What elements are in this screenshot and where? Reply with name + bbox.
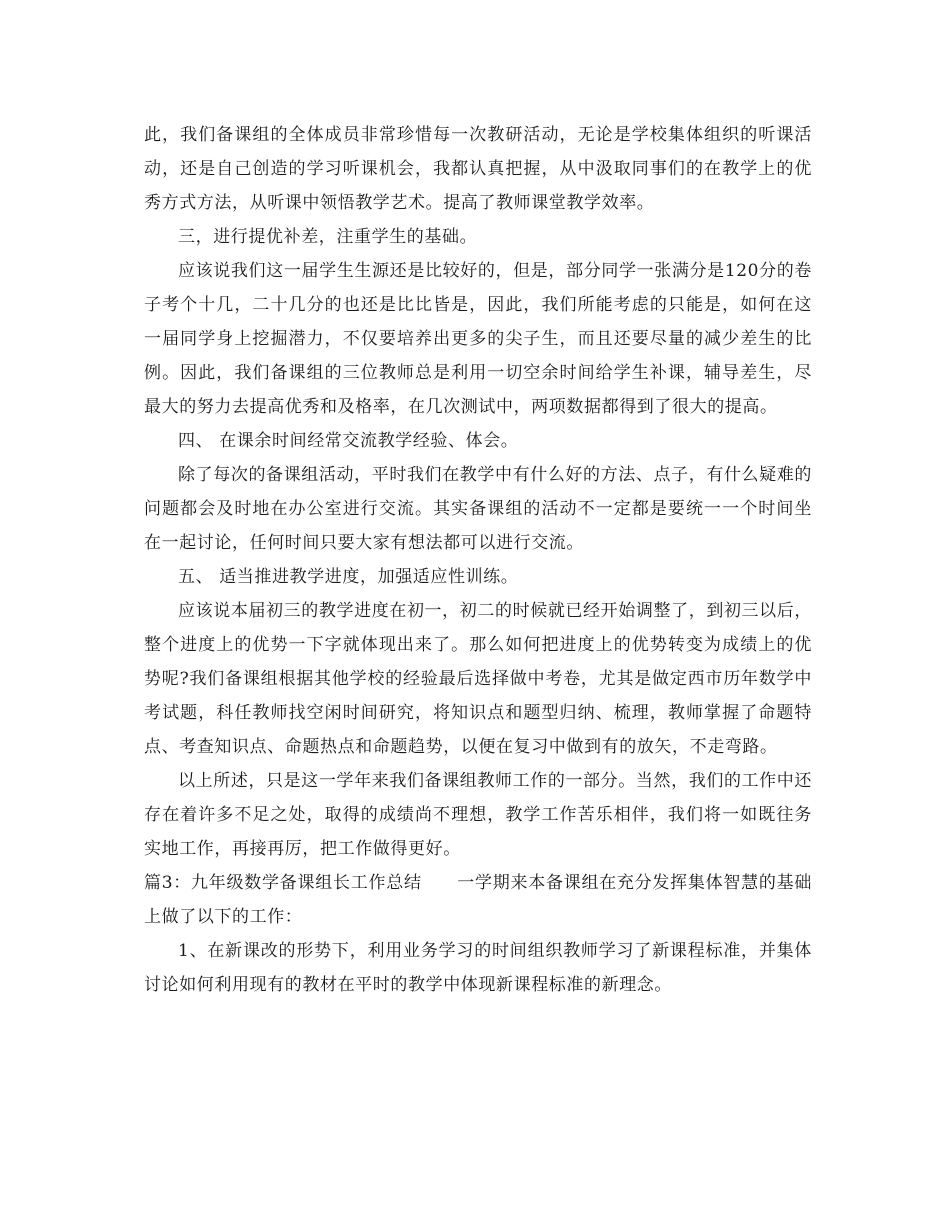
paragraph: 此，我们备课组的全体成员非常珍惜每一次教研活动，无论是学校集体组织的听课活动，还是自己创造的学习听课机会，我都认真把握，从中汲取同事们的在教学上的优秀方式方法，从听课中领悟教学艺术。提高了教师课堂教学效率。 [144,125,812,213]
paragraph: 应该说本届初三的教学进度在初一，初二的时候就已经开始调整了，到初三以后，整个进度上的优势一下字就体现出来了。那么如何把进度上的优势转变为成绩上的优势呢?我们备课组根据其他学校的经验最后选择做中考卷，尤其是做定西市历年数学中考试题，科任教师找空闲时间研究，将知识点和题型归纳、梳理，教师掌握了命题特点、考查知识点、命题热点和命题趋势，以便在复习中做到有的放矢，不走弯路。 [144,601,812,757]
paragraph: 1、在新课改的形势下，利用业务学习的时间组织教师学习了新课程标准，并集体讨论如何利用现有的教材在平时的教学中体现新课程标准的新理念。 [144,941,812,995]
article-title-paragraph: 篇3：九年级数学备课组长工作总结 一学期来本备课组在充分发挥集体智慧的基础上做了以下的工作： [144,873,812,927]
paragraph: 应该说我们这一届学生生源还是比较好的，但是，部分同学一张满分是120分的卷子考个十几，二十几分的也还是比比皆是，因此，我们所能考虑的只能是，如何在这一届同学身上挖掘潜力，不仅要培养出更多的尖子生，而且还要尽量的减少差生的比例。因此，我们备课组的三位教师总是利用一切空余时间给学生补课，辅导差生，尽最大的努力去提高优秀和及格率，在几次测试中，两项数据都得到了很大的提高。 [144,261,812,417]
paragraph: 除了每次的备课组活动，平时我们在教学中有什么好的方法、点子，有什么疑难的问题都会及时地在办公室进行交流。其实备课组的活动不一定都是要统一一个时间坐在一起讨论，任何时间只要大家有想法都可以进行交流。 [144,465,812,553]
paragraph: 以上所述，只是这一学年来我们备课组教师工作的一部分。当然，我们的工作中还存在着许多不足之处，取得的成绩尚不理想，教学工作苦乐相伴，我们将一如既往务实地工作，再接再厉，把工作做得更好。 [144,771,812,859]
section-heading: 三，进行提优补差，注重学生的基础。 [178,227,478,247]
section-heading: 五、 适当推进教学进度，加强适应性训练。 [178,567,519,587]
document-body [144,118,812,1002]
section-heading: 四、 在课余时间经常交流教学经验、体会。 [178,431,519,451]
